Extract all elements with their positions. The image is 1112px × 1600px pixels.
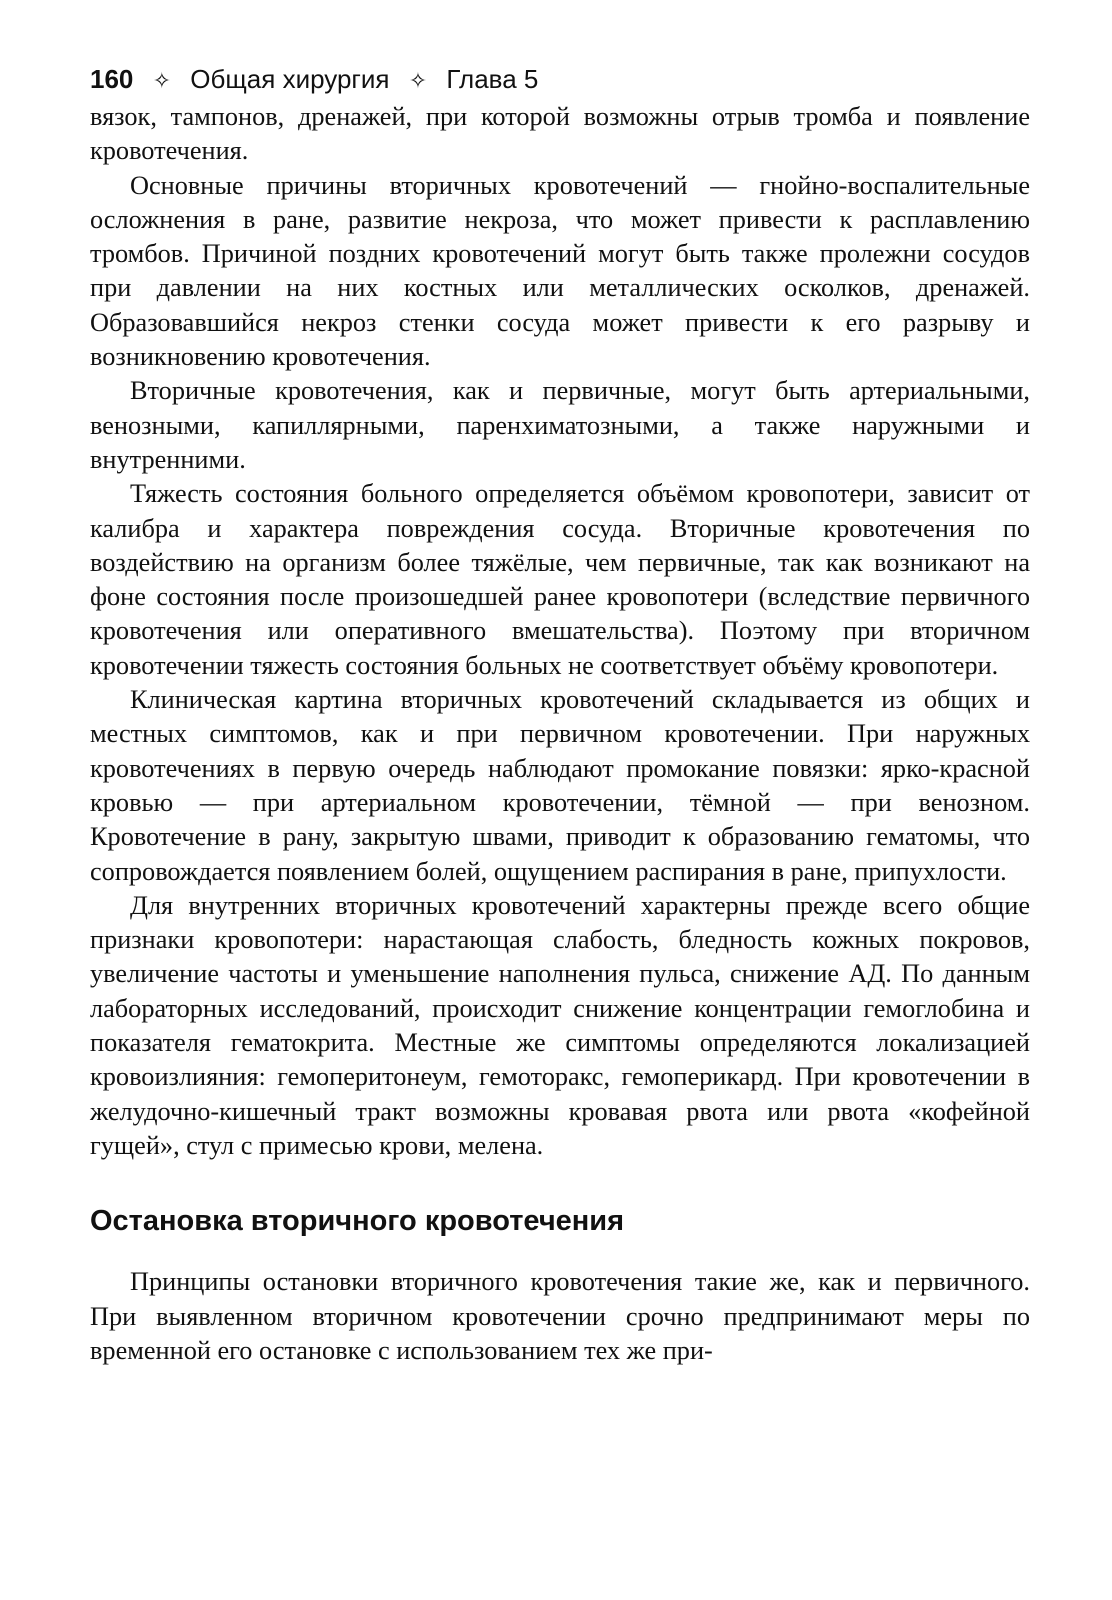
paragraph: Тяжесть состояния больного определяется объёмом кровопотери, зависит от калибра и характера повреждения сосуда. Вторичные кровотечения по воздействию на организм более тяжёлые, чем первичные, так как возникают на фоне состояния после произошедшей ранее кровопотери (вследствие первичного кровотечения или оперативного вмешательства). Поэтому при вторичном кровотечении тяжесть состояния больных не соответствует объёму кровопотери. (90, 479, 1030, 680)
book-page (90, 58, 1030, 1368)
section-body-text (90, 1265, 1030, 1368)
paragraph: Принципы остановки вторичного кровотечения такие же, как и первичного. При выявленном вторичном кровотечении срочно предпринимают меры по временной его остановке с использованием тех же при- (90, 1267, 1030, 1365)
running-header (90, 58, 1030, 100)
book-title: Общая хирургия (190, 64, 390, 94)
paragraph: Клиническая картина вторичных кровотечений складывается из общих и местных симптомов, как и при первичном кровотечении. При наружных кровотечениях в первую очередь наблюдают промокание повязки: ярко-красной кровью — при артериальном кровотечении, тёмной — при венозном. Кровотечение в рану, закрытую швами, приводит к образованию гематомы, что сопровождается появлением болей, ощущением распирания в ране, припухлости. (90, 685, 1030, 886)
paragraph: вязок, тампонов, дренажей, при которой возможны отрыв тромба и появление кровотечения. (90, 102, 1030, 166)
body-text (90, 100, 1030, 1163)
chapter-label: Глава 5 (446, 64, 539, 94)
paragraph: Основные причины вторичных кровотечений — гнойно-воспалительные осложнения в ране, развитие некроза, что может привести к расплавлению тромбов. Причиной поздних кровотечений могут быть также пролежни сосудов при давлении на них костных или металлических осколков, дренажей. Образовавшийся некроз стенки сосуда может привести к его разрыву и возникновению кровотечения. (90, 170, 1030, 372)
section-heading: Остановка вторичного кровотечения (90, 1205, 625, 1238)
paragraph: Вторичные кровотечения, как и первичные, могут быть артериальными, венозными, капиллярными, паренхиматозными, а также наружными и внутренними. (90, 376, 1030, 474)
diamond-separator-icon: ✧ (152, 68, 172, 93)
page-number: 160 (90, 64, 134, 94)
paragraph: Для внутренних вторичных кровотечений характерны прежде всего общие признаки кровопотери: нарастающая слабость, бледность кожных покровов, увеличение частоты и уменьшение наполнения пульса, снижение АД. По данным лабораторных исследований, происходит снижение концентрации гемоглобина и показателя гематокрита. Местные же симптомы определяются локализацией кровоизлияния: гемоперитонеум, гемоторакс, гемоперикард. При кровотечении в желудочно-кишечный тракт возможны кровавая рвота или рвота «кофейной гущей», стул с примесью крови, мелена. (90, 890, 1030, 1160)
diamond-separator-icon: ✧ (408, 68, 428, 93)
